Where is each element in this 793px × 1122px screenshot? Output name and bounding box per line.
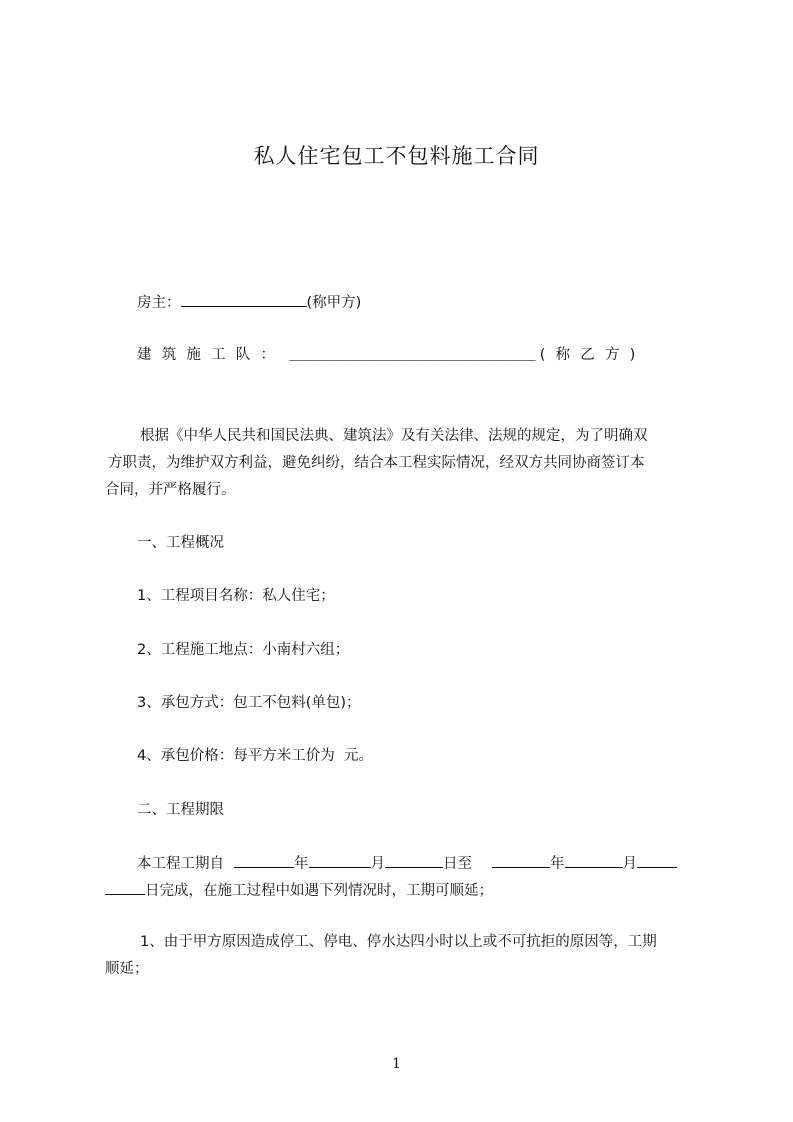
preamble-line-2: 方职责，为维护双方利益，避免纠纷，结合本工程实际情况，经双方共同协商签订本: [108, 455, 645, 471]
section-2-heading: 二、工程期限: [137, 802, 224, 818]
end-day-blank-part-1: [637, 852, 677, 868]
section-1-item-4: 4、承包价格：每平方米工价为 元。: [137, 748, 373, 764]
end-month-label: 月: [622, 856, 637, 872]
delay-clause-1-line-2: 顺延；: [105, 961, 149, 977]
party-a-name-blank: [181, 291, 307, 307]
party-b-line: [137, 345, 646, 365]
contract-title: 私人住宅包工不包料施工合同: [253, 144, 540, 168]
section-1-item-2: 2、工程施工地点：小南村六组；: [137, 642, 350, 658]
start-month-blank: [309, 852, 371, 868]
page-number: 1: [392, 1056, 401, 1072]
preamble-line-3: 合同，并严格履行。: [105, 482, 236, 498]
period-continuation: 日完成，在施工过程中如遇下列情况时，工期可顺延；: [145, 883, 493, 899]
end-day-blank-part-2: [105, 879, 145, 895]
party-b-suffix: (称乙方): [539, 347, 646, 363]
end-year-blank: [492, 852, 550, 868]
end-month-blank: [565, 852, 623, 868]
construction-period-line-1: [137, 852, 677, 874]
party-b-name-blank: ＿＿＿＿＿＿＿＿＿＿＿＿＿＿＿＿＿: [289, 347, 536, 363]
delay-clause-1-line-1: 1、由于甲方原因造成停工、停电、停水达四小时以上或不可抗拒的原因等，工期: [140, 934, 657, 950]
party-a-suffix: (称甲方): [306, 295, 362, 311]
end-year-label: 年: [550, 856, 565, 872]
construction-period-line-2: [105, 879, 493, 901]
start-year-blank: [234, 852, 294, 868]
section-1-item-3: 3、承包方式：包工不包料(单包)；: [137, 695, 361, 711]
section-1-item-1: 1、工程项目名称：私人住宅；: [137, 588, 335, 604]
party-a-line: [137, 291, 361, 313]
start-day-label: 日至: [443, 856, 472, 872]
preamble-line-1: 根据《中华人民共和国民法典、建筑法》及有关法律、法规的规定，为了明确双: [140, 428, 648, 444]
start-year-label: 年: [294, 856, 309, 872]
section-1-heading: 一、工程概况: [137, 535, 224, 551]
party-b-label: 建筑施工队：: [137, 347, 286, 363]
period-prefix: 本工程工期自: [137, 856, 224, 872]
party-a-label: 房主：: [137, 295, 181, 311]
start-day-blank: [385, 852, 443, 868]
start-month-label: 月: [370, 856, 385, 872]
